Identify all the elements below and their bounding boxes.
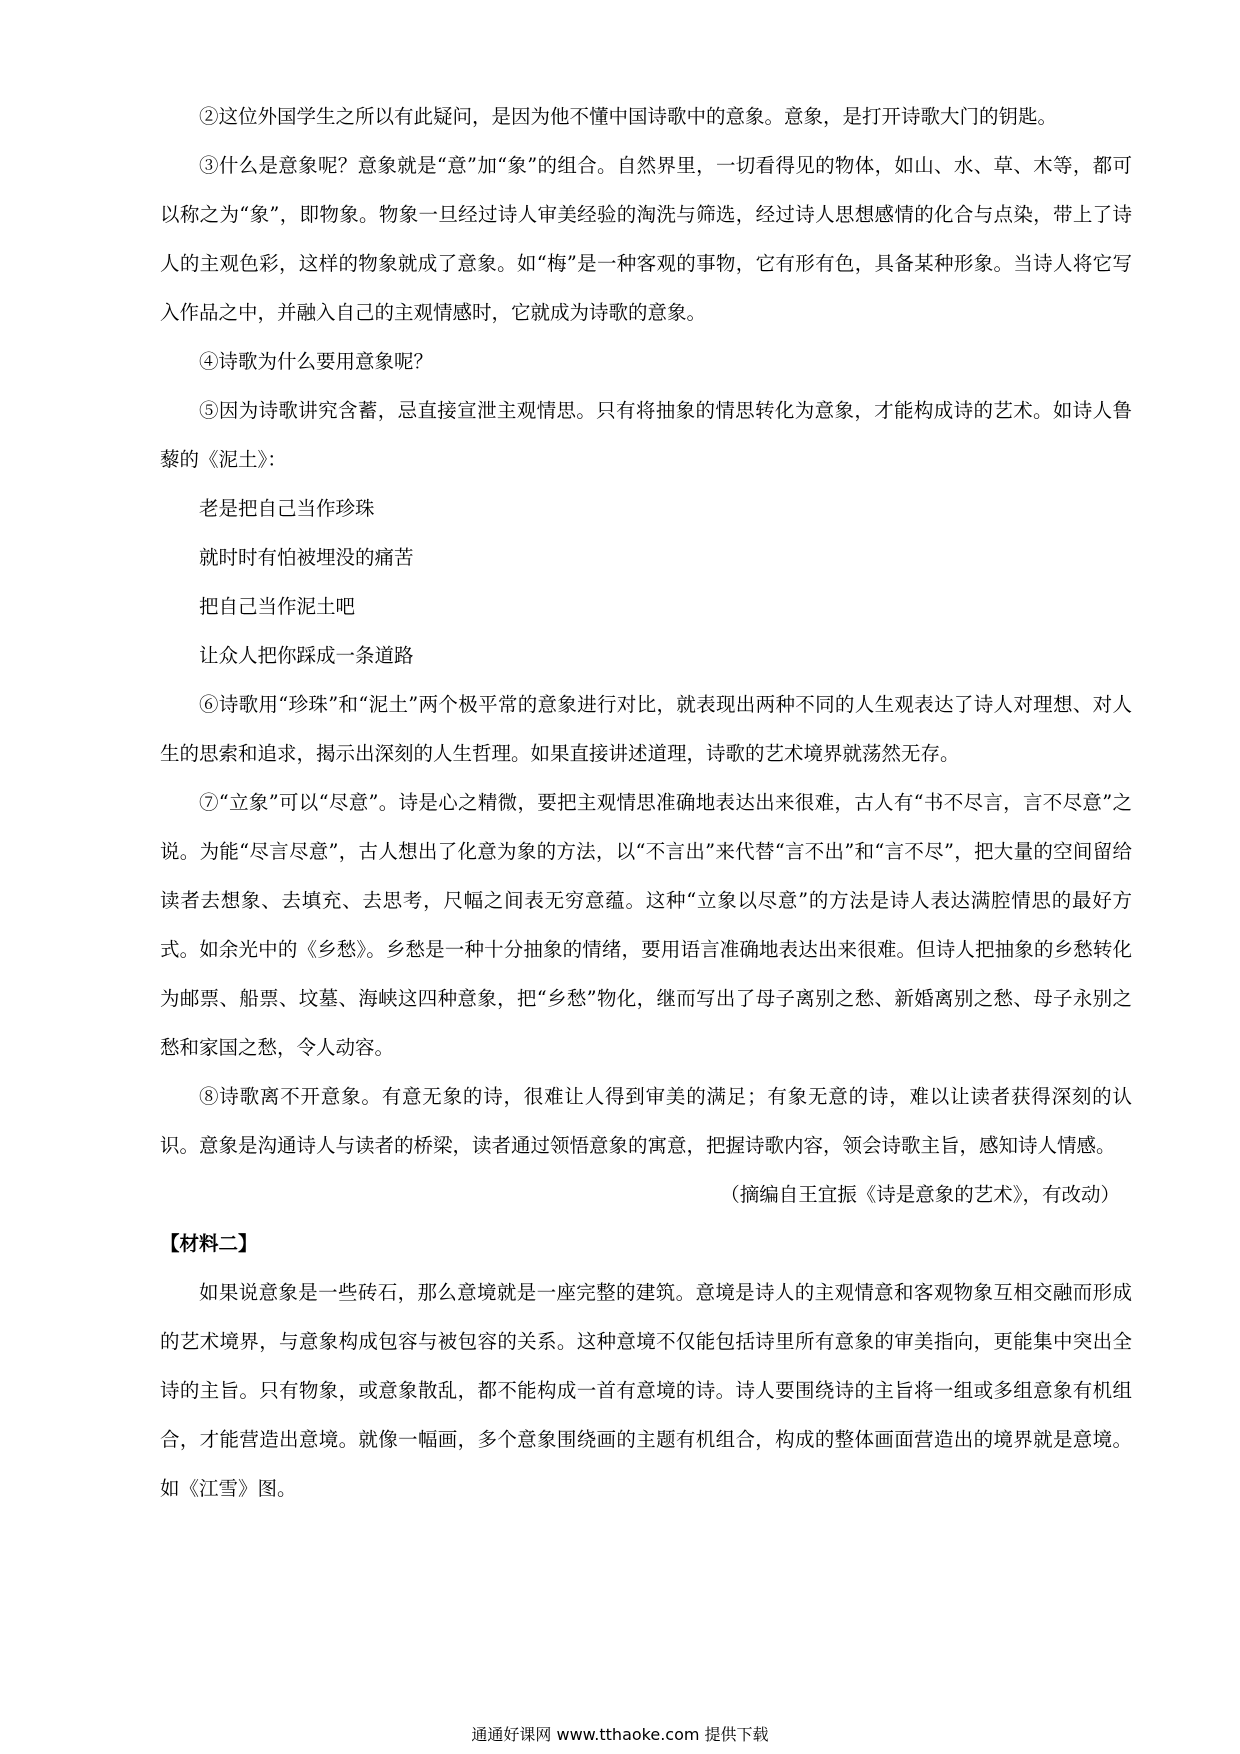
page-footer: 通通好课网 www.tthaoke.com 提供下载 (471, 1725, 769, 1744)
paragraph-7: ⑦“立象”可以“尽意”。诗是心之精微，要把主观情思准确地表达出来很难，古人有“书不尽言，言不尽意”之说。为能“尽言尽意”，古人想出了化意为象的方法，以“不言出”来代替“言不出”和“言不尽”，把大量的空间留给读者去想象、去填充、去思考，尺幅之间表无穷意蕴。这种“立象以尽意”的方法是诗人表达满腔情思的最好方式。如余光中的《乡愁》。乡愁是一种十分抽象的情绪，要用语言准确地表达出来很难。但诗人把抽象的乡愁转化为邮票、船票、坟墓、海峡这四种意象，把“乡愁”物化，继而写出了母子离别之愁、新婚离别之愁、母子永别之愁和家国之愁，令人动容。 (160, 791, 1132, 1059)
paragraph-3: ③什么是意象呢？意象就是“意”加“象”的组合。自然界里，一切看得见的物体，如山、水、草、木等，都可以称之为“象”，即物象。物象一旦经过诗人审美经验的淘洗与筛选，经过诗人思想感情的化合与点染，带上了诗人的主观色彩，这样的物象就成了意象。如“梅”是一种客观的事物，它有形有色，具备某种形象。当诗人将它写入作品之中，并融入自己的主观情感时，它就成为诗歌的意象。 (160, 154, 1132, 324)
material-2-text: 如果说意象是一些砖石，那么意境就是一座完整的建筑。意境是诗人的主观情意和客观物象互相交融而形成的艺术境界，与意象构成包容与被包容的关系。这种意境不仅能包括诗里所有意象的审美指向，更能集中突出全诗的主旨。只有物象，或意象散乱，都不能构成一首有意境的诗。诗人要围绕诗的主旨将一组或多组意象有机组合，才能营造出意境。就像一幅画，多个意象围绕画的主题有机组合，构成的整体画面营造出的境界就是意境。如《江雪》图。 (160, 1281, 1132, 1500)
paragraph-4: ④诗歌为什么要用意象呢？ (199, 350, 434, 373)
poem-line-2: 就时时有怕被埋没的痛苦 (199, 546, 414, 569)
material-2-heading: 【材料二】 (160, 1232, 258, 1255)
document-body (160, 92, 1132, 1513)
source-citation: （摘编自王宜振《诗是意象的艺术》，有改动） (720, 1183, 1120, 1206)
poem-line-4: 让众人把你踩成一条道路 (199, 644, 414, 667)
paragraph-5: ⑤因为诗歌讲究含蓄，忌直接宣泄主观情思。只有将抽象的情思转化为意象，才能构成诗的艺术。如诗人鲁藜的《泥土》： (160, 399, 1132, 471)
paragraph-6: ⑥诗歌用“珍珠”和“泥土”两个极平常的意象进行对比，就表现出两种不同的人生观表达了诗人对理想、对人生的思索和追求，揭示出深刻的人生哲理。如果直接讲述道理，诗歌的艺术境界就荡然无存。 (160, 693, 1132, 765)
paragraph-8: ⑧诗歌离不开意象。有意无象的诗，很难让人得到审美的满足；有象无意的诗，难以让读者获得深刻的认识。意象是沟通诗人与读者的桥梁，读者通过领悟意象的寓意，把握诗歌内容，领会诗歌主旨，感知诗人情感。 (160, 1085, 1132, 1157)
poem-line-3: 把自己当作泥土吧 (199, 595, 356, 618)
poem-line-1: 老是把自己当作珍珠 (199, 497, 375, 520)
paragraph-2: ②这位外国学生之所以有此疑问，是因为他不懂中国诗歌中的意象。意象，是打开诗歌大门的钥匙。 (199, 105, 1058, 128)
